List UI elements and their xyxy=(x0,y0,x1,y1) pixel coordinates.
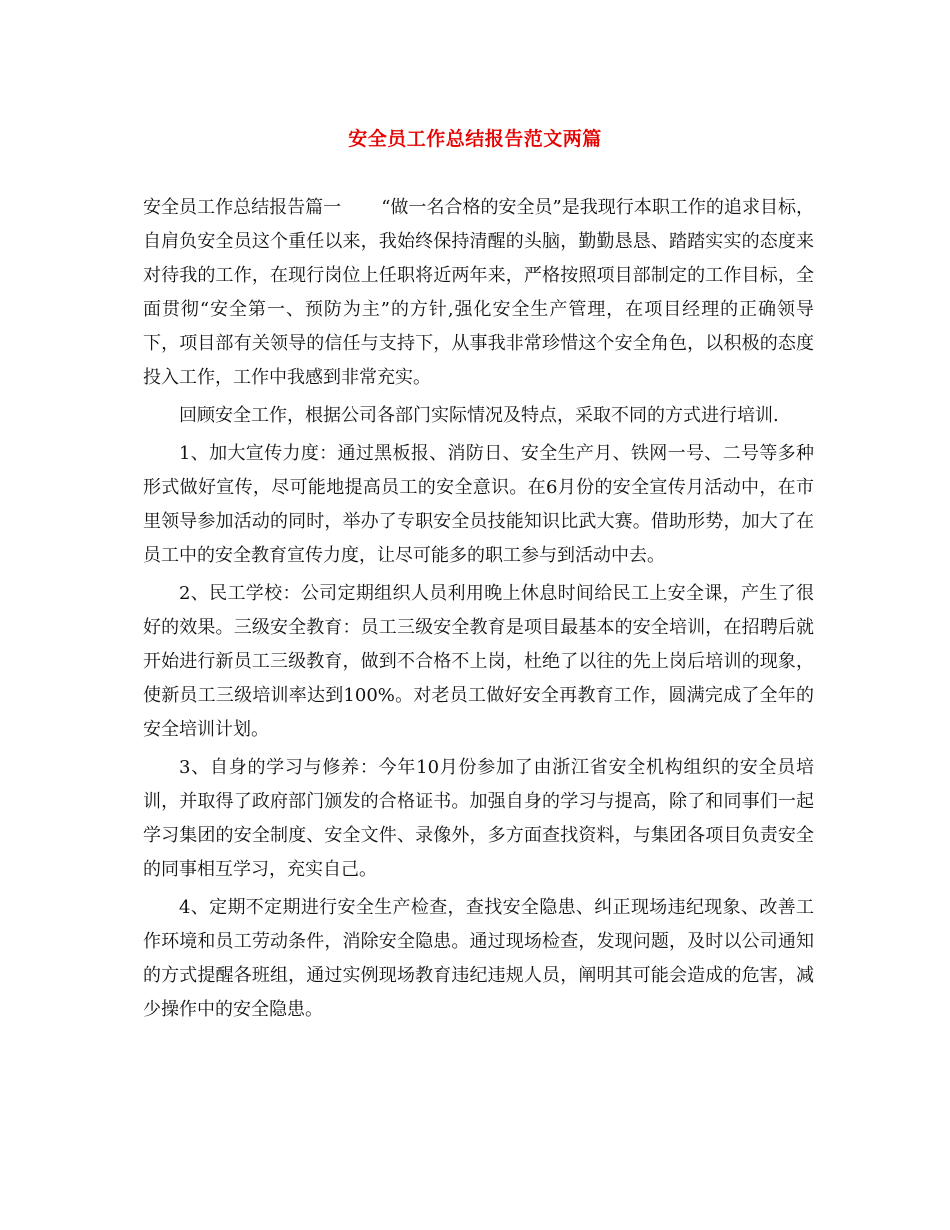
document-title: 安全员工作总结报告范文两篇 xyxy=(348,128,602,150)
section-heading-inline: 安全员工作总结报告篇一 xyxy=(143,197,342,218)
paragraph-2: 回顾安全工作，根据公司各部门实际情况及特点，采取不同的方式进行培训. xyxy=(179,405,779,426)
paragraph-4: 2、民工学校：公司定期组织人员利用晚上休息时间给民工上安全课，产生了很好的效果。三级安全教育：员工三级安全教育是项目最基本的安全培训，在招聘后就开始进行新员工三级教育，做到不合格不上岗，杜绝了以往的先上岗后培训的现象，使新员工三级培训率达到100%。对老员工做好安全再教育工作，圆满完成了全年的安全培训计划。 xyxy=(143,583,814,740)
document-body xyxy=(143,191,814,1031)
paragraph-1-text: “做一名合格的安全员”是我现行本职工作的追求目标，自肩负安全员这个重任以来，我始终保持清醒的头脑，勤勤恳恳、踏踏实实的态度来对待我的工作，在现行岗位上任职将近两年来，严格按照项目部制定的工作目标，全面贯彻“安全第一、预防为主”的方针,强化安全生产管理，在项目经理的正确领导下，项目部有关领导的信任与支持下，从事我非常珍惜这个安全角色，以积极的态度投入工作，工作中我感到非常充实。 xyxy=(143,197,814,388)
paragraph-5: 3、自身的学习与修养：今年10月份参加了由浙江省安全机构组织的安全员培训，并取得了政府部门颁发的合格证书。加强自身的学习与提高，除了和同事们一起学习集团的安全制度、安全文件、录像外，多方面查找资料，与集团各项目负责安全的同事相互学习，充实自己。 xyxy=(143,757,814,880)
paragraph-1 xyxy=(143,191,814,395)
paragraph-6: 4、定期不定期进行安全生产检查，查找安全隐患、纠正现场违纪现象、改善工作环境和员工劳动条件，消除安全隐患。通过现场检查，发现问题，及时以公司通知的方式提醒各班组，通过实例现场教育违纪违规人员，阐明其可能会造成的危害，减少操作中的安全隐患。 xyxy=(143,897,814,1020)
paragraph-3: 1、加大宣传力度：通过黑板报、消防日、安全生产月、铁网一号、二号等多种形式做好宣传，尽可能地提高员工的安全意识。在6月份的安全宣传月活动中，在市里领导参加活动的同时，举办了专职安全员技能知识比武大赛。借助形势，加大了在员工中的安全教育宣传力度，让尽可能多的职工参与到活动中去。 xyxy=(143,443,814,566)
